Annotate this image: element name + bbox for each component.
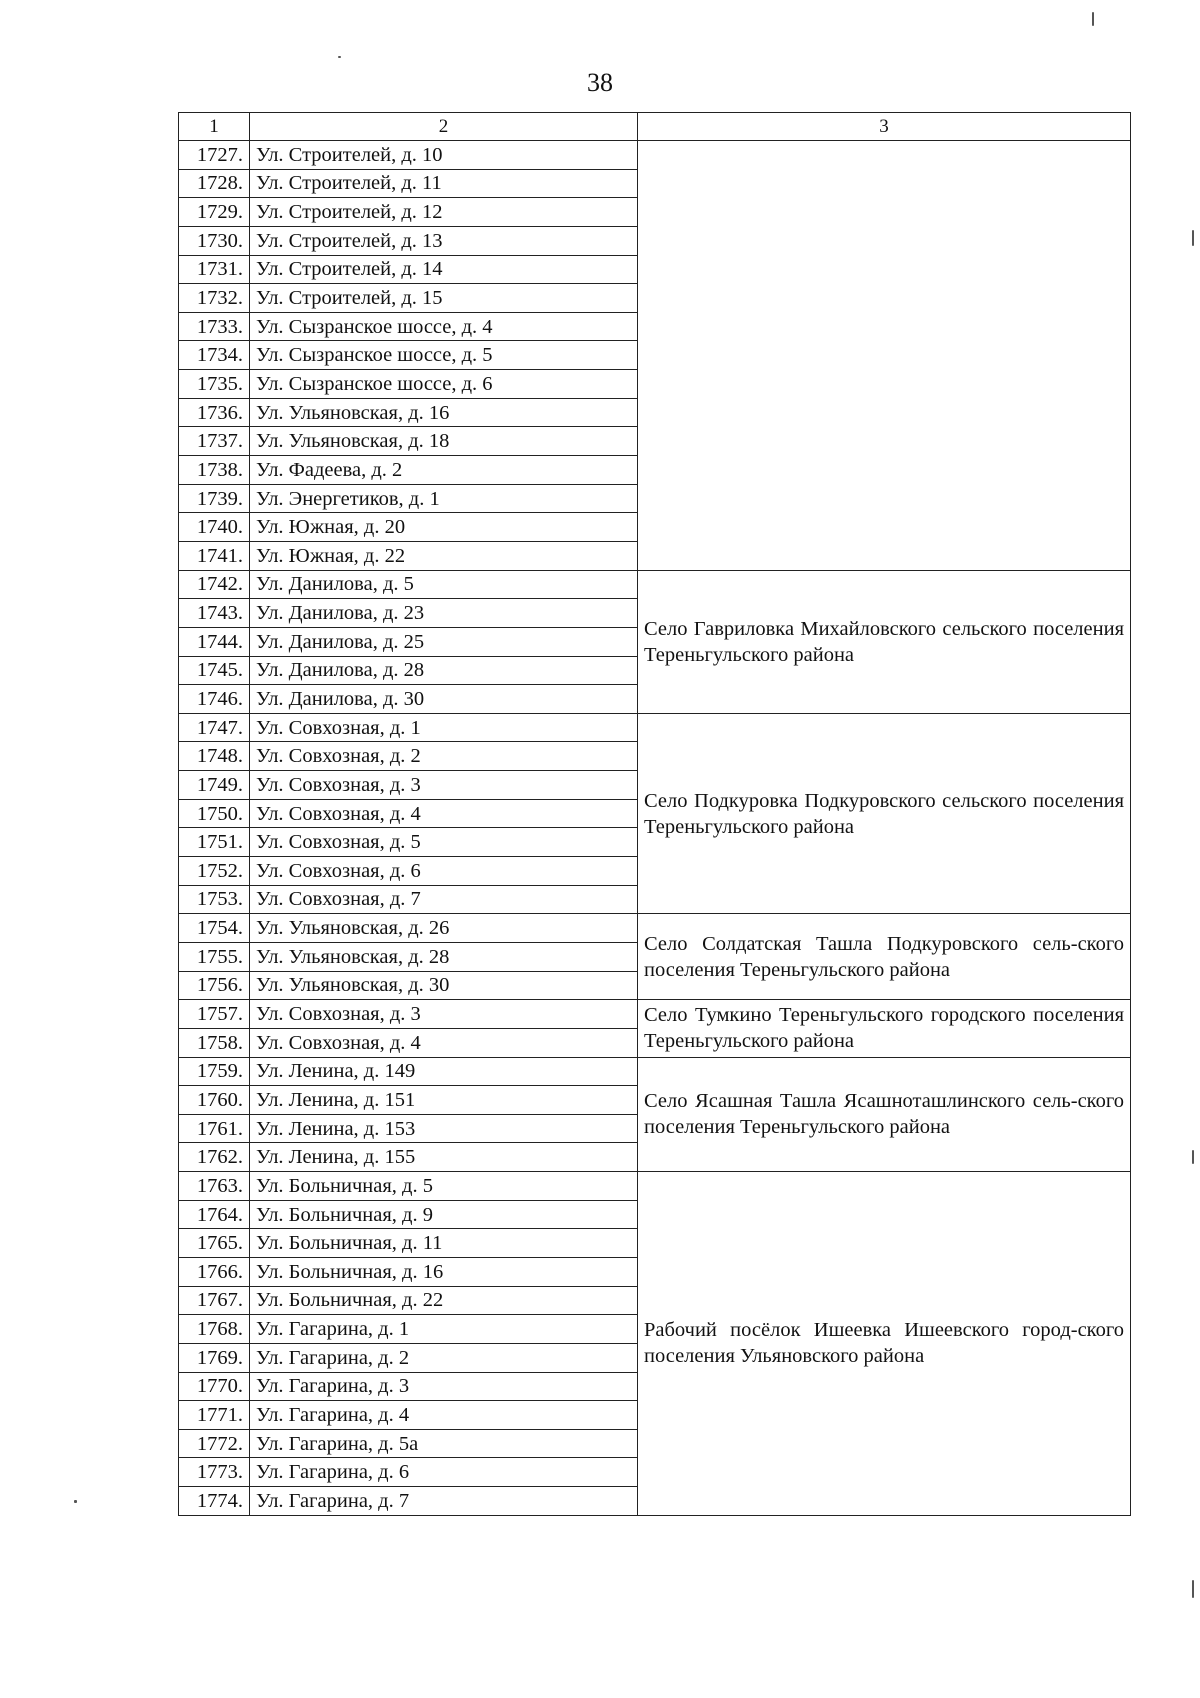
- scan-speck: [1192, 1150, 1194, 1164]
- row-number: 1731.: [179, 255, 250, 284]
- row-number: 1735.: [179, 370, 250, 399]
- table-row: [179, 1172, 1131, 1201]
- row-number: 1768.: [179, 1315, 250, 1344]
- row-number: 1765.: [179, 1229, 250, 1258]
- address-cell: Ул. Гагарина, д. 5а: [250, 1429, 638, 1458]
- scan-speck: [1092, 12, 1094, 26]
- address-cell: Ул. Фадеева, д. 2: [250, 456, 638, 485]
- address-cell: Ул. Данилова, д. 28: [250, 656, 638, 685]
- row-number: 1747.: [179, 713, 250, 742]
- row-number: 1749.: [179, 771, 250, 800]
- address-cell: Ул. Ленина, д. 153: [250, 1114, 638, 1143]
- column-header-number: 1: [179, 113, 250, 141]
- row-number: 1730.: [179, 226, 250, 255]
- table-row: [179, 1000, 1131, 1029]
- row-number: 1773.: [179, 1458, 250, 1487]
- row-number: 1760.: [179, 1086, 250, 1115]
- locality-cell: Село Солдатская Ташла Подкуровского сель-ского поселения Тереньгульского района: [638, 914, 1131, 1000]
- address-cell: Ул. Гагарина, д. 4: [250, 1401, 638, 1430]
- row-number: 1755.: [179, 942, 250, 971]
- row-number: 1744.: [179, 627, 250, 656]
- address-cell: Ул. Совхозная, д. 3: [250, 771, 638, 800]
- address-cell: Ул. Совхозная, д. 4: [250, 799, 638, 828]
- row-number: 1741.: [179, 541, 250, 570]
- locality-cell: Село Подкуровка Подкуровского сельского поселения Тереньгульского района: [638, 713, 1131, 913]
- address-cell: Ул. Ульяновская, д. 18: [250, 427, 638, 456]
- address-cell: Ул. Совхозная, д. 1: [250, 713, 638, 742]
- address-cell: Ул. Совхозная, д. 7: [250, 885, 638, 914]
- locality-cell: Село Ясашная Ташла Ясашноташлинского сель-ского поселения Тереньгульского района: [638, 1057, 1131, 1172]
- address-cell: Ул. Ленина, д. 151: [250, 1086, 638, 1115]
- table-row: [179, 713, 1131, 742]
- column-header-address: 2: [250, 113, 638, 141]
- locality-cell: [638, 141, 1131, 571]
- row-number: 1758.: [179, 1028, 250, 1057]
- address-cell: Ул. Ленина, д. 149: [250, 1057, 638, 1086]
- row-number: 1757.: [179, 1000, 250, 1029]
- address-cell: Ул. Сызранское шоссе, д. 4: [250, 312, 638, 341]
- page-number: 38: [587, 68, 613, 97]
- address-cell: Ул. Сызранское шоссе, д. 6: [250, 370, 638, 399]
- row-number: 1743.: [179, 599, 250, 628]
- address-cell: Ул. Данилова, д. 25: [250, 627, 638, 656]
- scan-speck: [1192, 230, 1194, 246]
- table-header: [179, 113, 1131, 141]
- row-number: 1774.: [179, 1487, 250, 1516]
- row-number: 1752.: [179, 857, 250, 886]
- row-number: 1732.: [179, 284, 250, 313]
- locality-cell: Село Тумкино Тереньгульского городского поселения Тереньгульского района: [638, 1000, 1131, 1057]
- address-cell: Ул. Ульяновская, д. 28: [250, 942, 638, 971]
- row-number: 1748.: [179, 742, 250, 771]
- scan-speck: [1192, 1580, 1194, 1598]
- row-number: 1750.: [179, 799, 250, 828]
- address-cell: Ул. Больничная, д. 9: [250, 1200, 638, 1229]
- address-cell: Ул. Гагарина, д. 7: [250, 1487, 638, 1516]
- row-number: 1738.: [179, 456, 250, 485]
- locality-cell: Село Гавриловка Михайловского сельского поселения Тереньгульского района: [638, 570, 1131, 713]
- address-cell: Ул. Данилова, д. 23: [250, 599, 638, 628]
- address-cell: Ул. Ульяновская, д. 30: [250, 971, 638, 1000]
- address-cell: Ул. Больничная, д. 16: [250, 1257, 638, 1286]
- scan-speck: [338, 56, 341, 58]
- row-number: 1759.: [179, 1057, 250, 1086]
- table-row: [179, 1057, 1131, 1086]
- table-row: [179, 141, 1131, 170]
- address-cell: Ул. Больничная, д. 11: [250, 1229, 638, 1258]
- row-number: 1728.: [179, 169, 250, 198]
- address-cell: Ул. Строителей, д. 13: [250, 226, 638, 255]
- row-number: 1753.: [179, 885, 250, 914]
- row-number: 1764.: [179, 1200, 250, 1229]
- row-number: 1761.: [179, 1114, 250, 1143]
- row-number: 1734.: [179, 341, 250, 370]
- address-cell: Ул. Гагарина, д. 1: [250, 1315, 638, 1344]
- row-number: 1727.: [179, 141, 250, 170]
- address-cell: Ул. Гагарина, д. 2: [250, 1343, 638, 1372]
- row-number: 1739.: [179, 484, 250, 513]
- row-number: 1733.: [179, 312, 250, 341]
- address-cell: Ул. Строителей, д. 12: [250, 198, 638, 227]
- row-number: 1742.: [179, 570, 250, 599]
- row-number: 1756.: [179, 971, 250, 1000]
- address-cell: Ул. Сызранское шоссе, д. 5: [250, 341, 638, 370]
- row-number: 1746.: [179, 685, 250, 714]
- address-cell: Ул. Гагарина, д. 3: [250, 1372, 638, 1401]
- address-cell: Ул. Южная, д. 20: [250, 513, 638, 542]
- address-cell: Ул. Больничная, д. 22: [250, 1286, 638, 1315]
- table-row: [179, 914, 1131, 943]
- address-cell: Ул. Данилова, д. 5: [250, 570, 638, 599]
- row-number: 1771.: [179, 1401, 250, 1430]
- address-cell: Ул. Совхозная, д. 3: [250, 1000, 638, 1029]
- row-number: 1736.: [179, 398, 250, 427]
- row-number: 1754.: [179, 914, 250, 943]
- table-row: [179, 570, 1131, 599]
- locality-cell: Рабочий посёлок Ишеевка Ишеевского город-ского поселения Ульяновского района: [638, 1172, 1131, 1516]
- address-cell: Ул. Строителей, д. 10: [250, 141, 638, 170]
- address-cell: Ул. Ленина, д. 155: [250, 1143, 638, 1172]
- row-number: 1751.: [179, 828, 250, 857]
- row-number: 1772.: [179, 1429, 250, 1458]
- header-row: [179, 113, 1131, 141]
- row-number: 1769.: [179, 1343, 250, 1372]
- scan-speck: [74, 1500, 77, 1503]
- address-cell: Ул. Строителей, д. 15: [250, 284, 638, 313]
- address-cell: Ул. Ульяновская, д. 16: [250, 398, 638, 427]
- row-number: 1770.: [179, 1372, 250, 1401]
- address-cell: Ул. Данилова, д. 30: [250, 685, 638, 714]
- address-cell: Ул. Совхозная, д. 6: [250, 857, 638, 886]
- row-number: 1745.: [179, 656, 250, 685]
- address-cell: Ул. Южная, д. 22: [250, 541, 638, 570]
- row-number: 1763.: [179, 1172, 250, 1201]
- column-header-locality: 3: [638, 113, 1131, 141]
- address-cell: Ул. Строителей, д. 14: [250, 255, 638, 284]
- address-cell: Ул. Совхозная, д. 4: [250, 1028, 638, 1057]
- row-number: 1729.: [179, 198, 250, 227]
- address-cell: Ул. Гагарина, д. 6: [250, 1458, 638, 1487]
- row-number: 1740.: [179, 513, 250, 542]
- row-number: 1767.: [179, 1286, 250, 1315]
- address-cell: Ул. Энергетиков, д. 1: [250, 484, 638, 513]
- address-cell: Ул. Строителей, д. 11: [250, 169, 638, 198]
- address-cell: Ул. Больничная, д. 5: [250, 1172, 638, 1201]
- row-number: 1737.: [179, 427, 250, 456]
- address-cell: Ул. Ульяновская, д. 26: [250, 914, 638, 943]
- address-cell: Ул. Совхозная, д. 5: [250, 828, 638, 857]
- address-cell: Ул. Совхозная, д. 2: [250, 742, 638, 771]
- table-body: [179, 141, 1131, 1516]
- address-table: [178, 112, 1131, 1516]
- row-number: 1766.: [179, 1257, 250, 1286]
- row-number: 1762.: [179, 1143, 250, 1172]
